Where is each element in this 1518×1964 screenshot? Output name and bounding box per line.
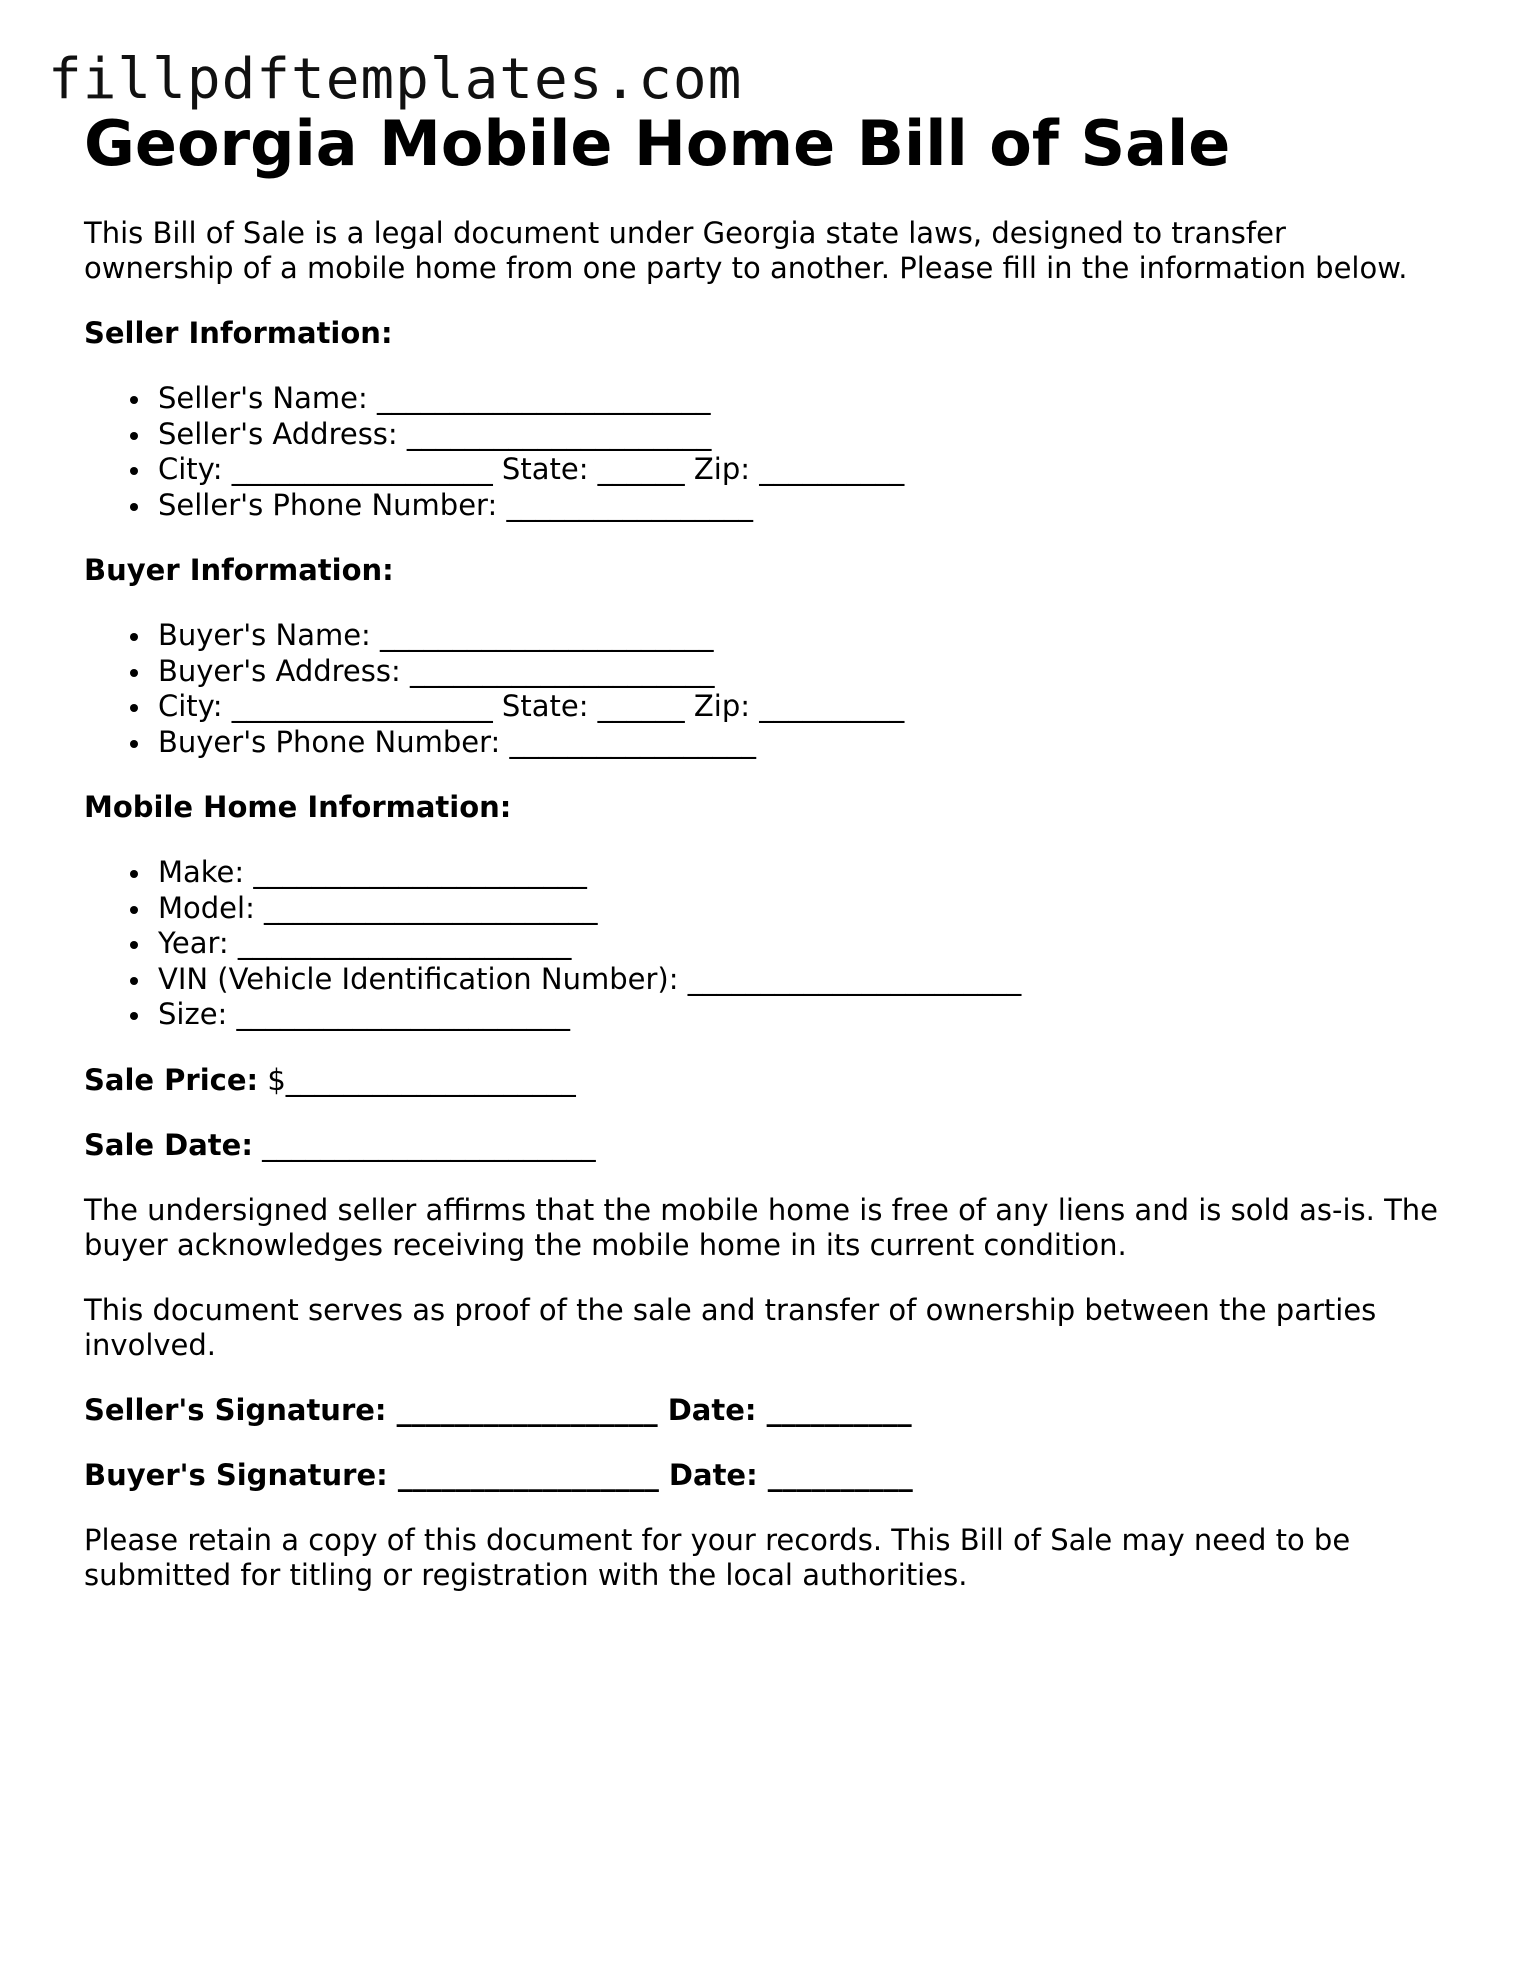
buyer-signature-line[interactable]: Buyer's Signature: __________________ Date: __________ [84, 1457, 913, 1492]
seller-phone-field[interactable]: Seller's Phone Number: _________________ [158, 488, 1444, 524]
buyer-phone-field[interactable]: Buyer's Phone Number: _________________ [158, 725, 1444, 761]
year-field[interactable]: Year: _______________________ [158, 926, 1444, 962]
seller-address-field[interactable]: Seller's Address: _____________________ [158, 417, 1444, 453]
sale-date-row [84, 1128, 1444, 1163]
sale-date-field[interactable]: _______________________ [262, 1127, 596, 1162]
seller-signature-line[interactable]: Seller's Signature: __________________ Date: __________ [84, 1392, 912, 1427]
buyer-info-heading: Buyer Information: [84, 553, 394, 587]
sale-price-field[interactable]: $____________________ [267, 1062, 576, 1097]
proof-paragraph: This document serves as proof of the sale and transfer of ownership between the parties involved. [84, 1292, 1377, 1362]
buyer-info-list [84, 618, 1444, 760]
affirmation-paragraph: The undersigned seller affirms that the mobile home is free of any liens and is sold as-is. The buyer acknowledges receiving the mobile home in its current condition. [84, 1192, 1439, 1262]
buyer-city-state-zip-field[interactable]: City: __________________ State: ______ Zip: __________ [158, 689, 1444, 725]
intro-paragraph: This Bill of Sale is a legal document under Georgia state laws, designed to transfer ownership of a mobile home from one party to another. Please fill in the information below. [84, 216, 1408, 285]
model-field[interactable]: Model: _______________________ [158, 891, 1444, 927]
document-title: Georgia Mobile Home Bill of Sale [84, 107, 1231, 180]
sale-price-label: Sale Price: [84, 1062, 259, 1097]
buyer-name-field[interactable]: Buyer's Name: _______________________ [158, 618, 1444, 654]
buyer-address-field[interactable]: Buyer's Address: _____________________ [158, 654, 1444, 690]
sale-date-label: Sale Date: [84, 1127, 253, 1162]
vin-field[interactable]: VIN (Vehicle Identification Number): _______________________ [158, 962, 1444, 998]
document-body [84, 106, 1444, 1593]
sale-price-row [84, 1063, 1444, 1098]
mobile-home-info-list [84, 855, 1444, 1033]
seller-name-field[interactable]: Seller's Name: _______________________ [158, 381, 1444, 417]
seller-city-state-zip-field[interactable]: City: __________________ State: ______ Zip: __________ [158, 452, 1444, 488]
mobile-home-info-heading: Mobile Home Information: [84, 790, 512, 824]
size-field[interactable]: Size: _______________________ [158, 997, 1444, 1033]
closing-paragraph: Please retain a copy of this document for your records. This Bill of Sale may need to be submitted for titling or registration with the local authorities. [84, 1522, 1351, 1592]
seller-info-list [84, 381, 1444, 523]
make-field[interactable]: Make: _______________________ [158, 855, 1444, 891]
site-watermark: fillpdftemplates.com [48, 47, 743, 112]
seller-info-heading: Seller Information: [84, 316, 393, 350]
